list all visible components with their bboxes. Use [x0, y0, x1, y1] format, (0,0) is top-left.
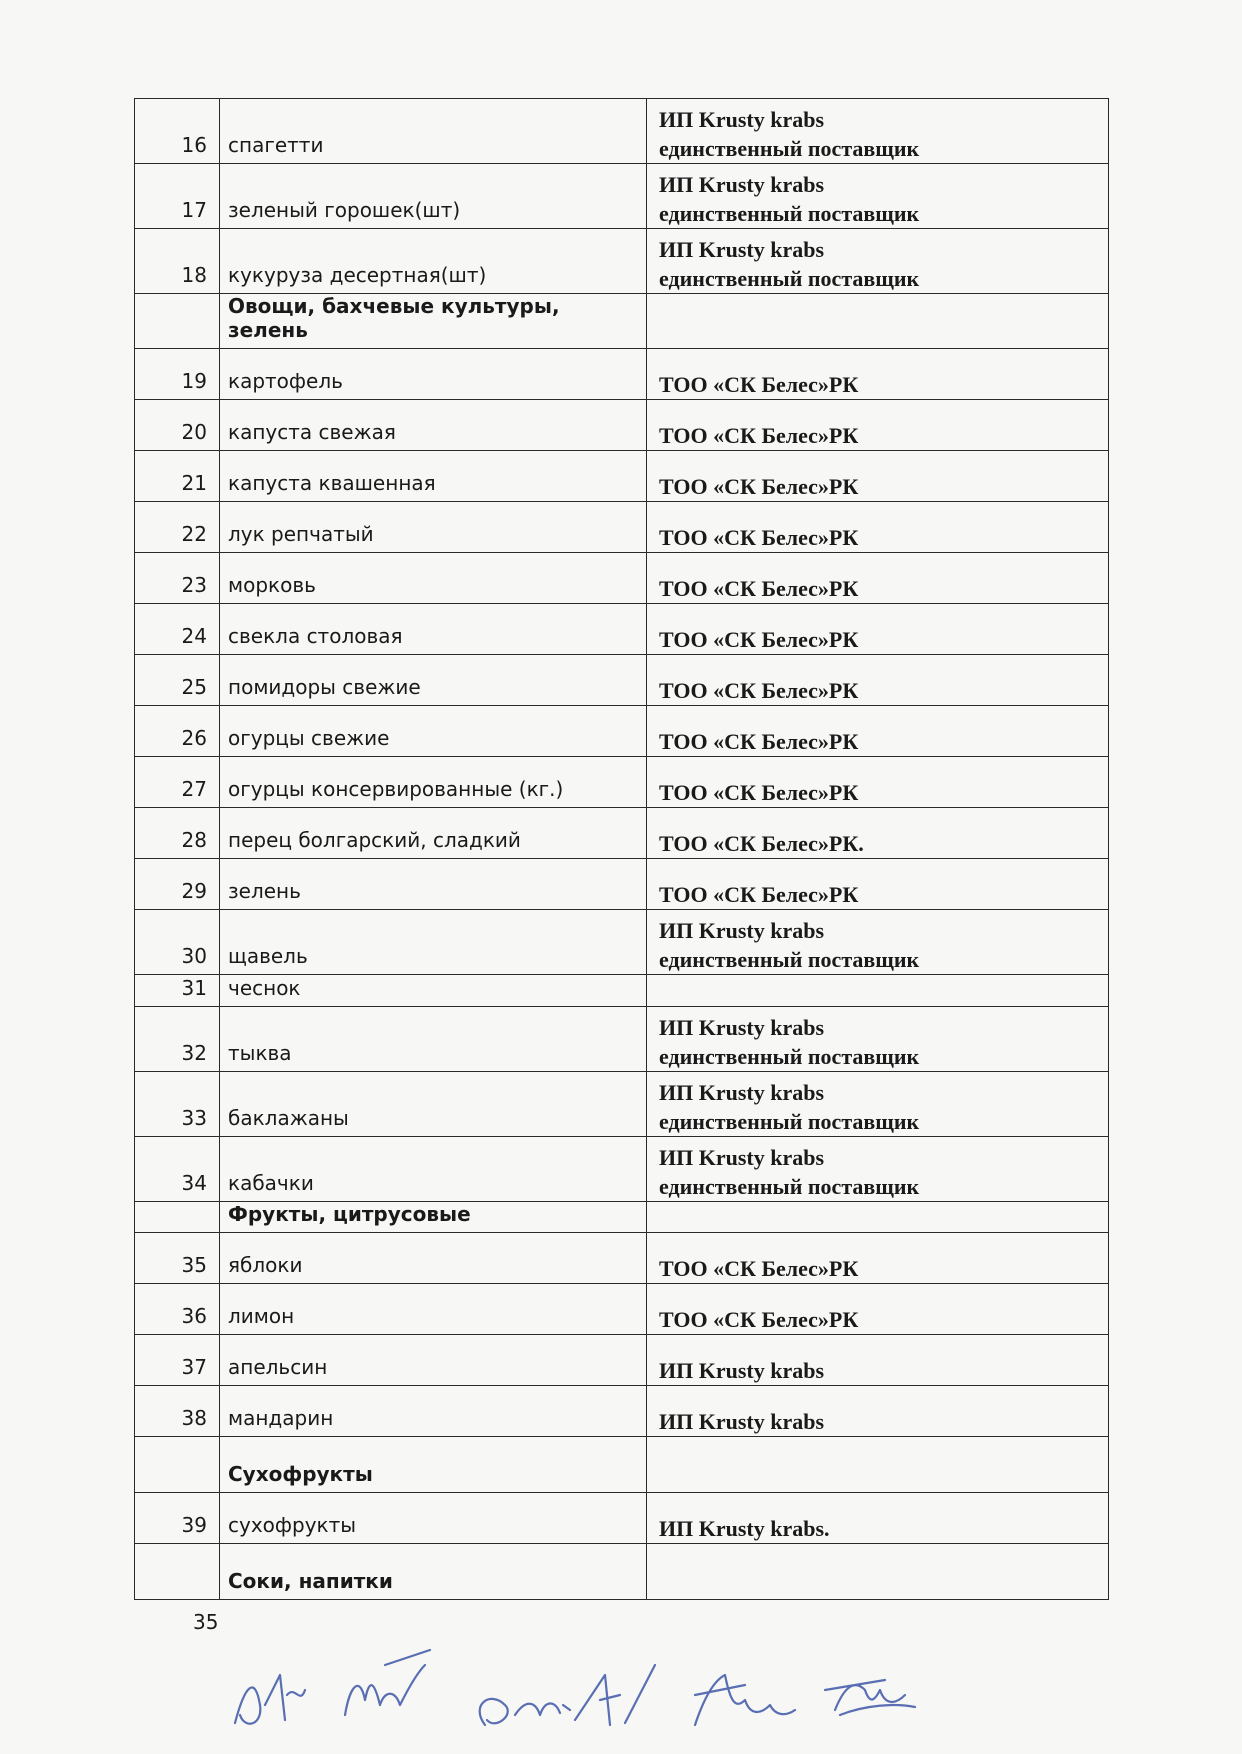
supplier-cell — [647, 553, 1109, 604]
supplier-name: ИП Krusty krabs — [659, 1080, 825, 1105]
supplier-cell — [647, 1007, 1109, 1072]
supplier-name: ТОО «СК Белес»РК — [659, 678, 859, 703]
supplier-name: ТОО «СК Белес»РК — [659, 474, 859, 499]
product-name: кукуруза десертная(шт) — [220, 229, 647, 294]
signature-4 — [695, 1675, 795, 1725]
table-row — [135, 502, 1109, 553]
handwritten-signatures — [225, 1645, 985, 1745]
row-number: 35 — [135, 1233, 220, 1284]
supplier-cell — [647, 1335, 1109, 1386]
table-row — [135, 1284, 1109, 1335]
product-name: капуста квашенная — [220, 451, 647, 502]
table-row — [135, 859, 1109, 910]
table-row — [135, 164, 1109, 229]
table-row — [135, 400, 1109, 451]
supplier-cell — [647, 1072, 1109, 1137]
supplier-name: ИП Krusty krabs — [659, 1358, 825, 1383]
product-name: перец болгарский, сладкий — [220, 808, 647, 859]
product-name: баклажаны — [220, 1072, 647, 1137]
row-number: 17 — [135, 164, 220, 229]
row-number: 30 — [135, 910, 220, 975]
row-number: 29 — [135, 859, 220, 910]
supplier-name: ИП Krusty krabs — [659, 107, 825, 132]
supplier-note: единственный поставщик — [659, 201, 920, 226]
table-row — [135, 349, 1109, 400]
supplier-cell — [647, 1284, 1109, 1335]
supplier-cell — [647, 655, 1109, 706]
table-row — [135, 1007, 1109, 1072]
supplier-name: ИП Krusty krabs — [659, 172, 825, 197]
supplier-name: ТОО «СК Белес»РК — [659, 576, 859, 601]
row-number: 27 — [135, 757, 220, 808]
product-name: свекла столовая — [220, 604, 647, 655]
table-row — [135, 1233, 1109, 1284]
product-name: кабачки — [220, 1137, 647, 1202]
supplier-note: единственный поставщик — [659, 1174, 920, 1199]
supplier-note: единственный поставщик — [659, 947, 920, 972]
row-number: 28 — [135, 808, 220, 859]
supplier-cell — [647, 99, 1109, 164]
table-row — [135, 1493, 1109, 1544]
supplier-name: ТОО «СК Белес»РК. — [659, 831, 864, 856]
supplier-note: единственный поставщик — [659, 1109, 920, 1134]
product-name: сухофрукты — [220, 1493, 647, 1544]
products-table — [134, 98, 1109, 1600]
supplier-cell — [647, 1233, 1109, 1284]
category-name: Соки, напитки — [220, 1544, 647, 1600]
product-name: тыква — [220, 1007, 647, 1072]
table-row — [135, 757, 1109, 808]
product-name: спагетти — [220, 99, 647, 164]
product-name: лук репчатый — [220, 502, 647, 553]
supplier-cell — [647, 164, 1109, 229]
category-name: Сухофрукты — [220, 1437, 647, 1493]
row-number: 19 — [135, 349, 220, 400]
supplier-cell — [647, 1493, 1109, 1544]
row-number: 23 — [135, 553, 220, 604]
supplier-cell — [647, 400, 1109, 451]
supplier-name: ИП Krusty krabs — [659, 1145, 825, 1170]
supplier-name: ИП Krusty krabs — [659, 1015, 825, 1040]
row-number — [135, 1437, 220, 1493]
table-row — [135, 910, 1109, 975]
row-number: 36 — [135, 1284, 220, 1335]
product-name: щавель — [220, 910, 647, 975]
product-name: яблоки — [220, 1233, 647, 1284]
supplier-name: ТОО «СК Белес»РК — [659, 525, 859, 550]
product-name: зелень — [220, 859, 647, 910]
supplier-cell — [647, 1544, 1109, 1600]
supplier-note: единственный поставщик — [659, 136, 920, 161]
table-row — [135, 229, 1109, 294]
supplier-cell — [647, 859, 1109, 910]
row-number: 39 — [135, 1493, 220, 1544]
table-row — [135, 1137, 1109, 1202]
row-number: 37 — [135, 1335, 220, 1386]
product-name: зеленый горошек(шт) — [220, 164, 647, 229]
row-number: 25 — [135, 655, 220, 706]
supplier-cell — [647, 808, 1109, 859]
supplier-cell — [647, 451, 1109, 502]
supplier-cell — [647, 604, 1109, 655]
supplier-cell — [647, 1437, 1109, 1493]
product-name: апельсин — [220, 1335, 647, 1386]
category-name: Фрукты, цитрусовые — [220, 1202, 647, 1233]
supplier-name: ИП Krusty krabs — [659, 918, 825, 943]
product-name: картофель — [220, 349, 647, 400]
supplier-name: ТОО «СК Белес»РК — [659, 1307, 859, 1332]
supplier-name: ИП Krusty krabs — [659, 237, 825, 262]
row-number: 22 — [135, 502, 220, 553]
row-number: 32 — [135, 1007, 220, 1072]
page-number: 35 — [193, 1610, 219, 1634]
table-row — [135, 553, 1109, 604]
supplier-note: единственный поставщик — [659, 1044, 920, 1069]
supplier-cell — [647, 1137, 1109, 1202]
signature-3 — [480, 1665, 655, 1725]
row-number: 38 — [135, 1386, 220, 1437]
supplier-name: ТОО «СК Белес»РК — [659, 627, 859, 652]
product-name: огурцы консервированные (кг.) — [220, 757, 647, 808]
table-row — [135, 655, 1109, 706]
row-number: 26 — [135, 706, 220, 757]
row-number: 31 — [135, 975, 220, 1007]
supplier-cell — [647, 975, 1109, 1007]
supplier-cell — [647, 1202, 1109, 1233]
row-number — [135, 1202, 220, 1233]
supplier-name: ТОО «СК Белес»РК — [659, 423, 859, 448]
product-name: огурцы свежие — [220, 706, 647, 757]
category-row — [135, 1202, 1109, 1233]
row-number: 21 — [135, 451, 220, 502]
supplier-name: ТОО «СК Белес»РК — [659, 780, 859, 805]
product-name: чеснок — [220, 975, 647, 1007]
table-row — [135, 1072, 1109, 1137]
signature-2 — [345, 1650, 430, 1715]
supplier-name: ТОО «СК Белес»РК — [659, 1256, 859, 1281]
signature-5 — [825, 1680, 915, 1715]
row-number: 34 — [135, 1137, 220, 1202]
supplier-name: ИП Krusty krabs — [659, 1409, 825, 1434]
product-name: капуста свежая — [220, 400, 647, 451]
table-row — [135, 808, 1109, 859]
category-row — [135, 1544, 1109, 1600]
supplier-cell — [647, 1386, 1109, 1437]
signature-1 — [235, 1675, 305, 1724]
supplier-cell — [647, 706, 1109, 757]
table-row — [135, 706, 1109, 757]
table-row — [135, 99, 1109, 164]
table-row — [135, 451, 1109, 502]
supplier-name: ТОО «СК Белес»РК — [659, 372, 859, 397]
category-row — [135, 294, 1109, 349]
supplier-name: ТОО «СК Белес»РК — [659, 882, 859, 907]
supplier-cell — [647, 910, 1109, 975]
supplier-note: единственный поставщик — [659, 266, 920, 291]
supplier-cell — [647, 757, 1109, 808]
table-row — [135, 975, 1109, 1007]
table-row — [135, 604, 1109, 655]
table-row — [135, 1386, 1109, 1437]
table-row — [135, 1335, 1109, 1386]
row-number — [135, 1544, 220, 1600]
category-row — [135, 1437, 1109, 1493]
supplier-cell — [647, 349, 1109, 400]
supplier-name: ИП Krusty krabs. — [659, 1516, 830, 1541]
row-number: 16 — [135, 99, 220, 164]
supplier-cell — [647, 294, 1109, 349]
supplier-cell — [647, 229, 1109, 294]
row-number — [135, 294, 220, 349]
products-table-body — [135, 99, 1109, 1600]
row-number: 20 — [135, 400, 220, 451]
supplier-name: ТОО «СК Белес»РК — [659, 729, 859, 754]
product-name: лимон — [220, 1284, 647, 1335]
product-name: помидоры свежие — [220, 655, 647, 706]
product-name: мандарин — [220, 1386, 647, 1437]
supplier-cell — [647, 502, 1109, 553]
product-name: морковь — [220, 553, 647, 604]
row-number: 18 — [135, 229, 220, 294]
category-name: Овощи, бахчевые культуры, зелень — [220, 294, 647, 349]
row-number: 24 — [135, 604, 220, 655]
row-number: 33 — [135, 1072, 220, 1137]
